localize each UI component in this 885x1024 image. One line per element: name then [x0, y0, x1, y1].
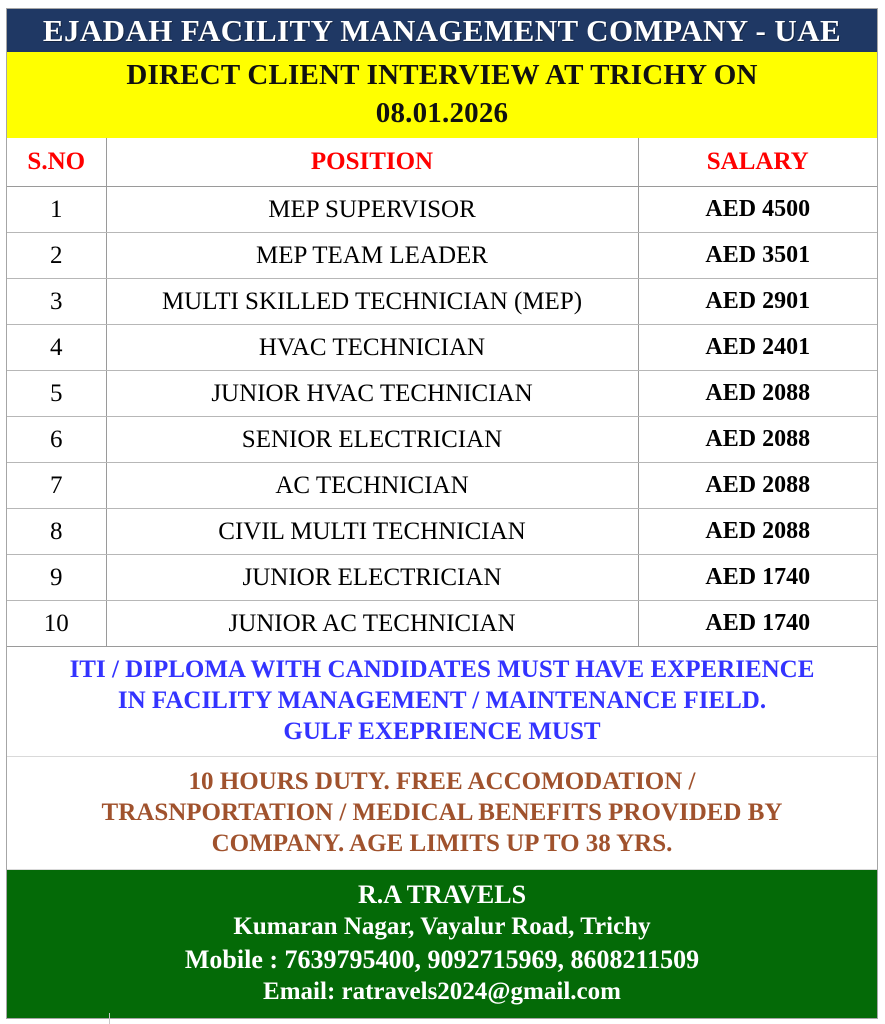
table-row [7, 509, 877, 555]
cell-position: MEP TEAM LEADER [106, 233, 638, 279]
requirements-line-2: IN FACILITY MANAGEMENT / MAINTENANCE FIELD. [117, 687, 767, 714]
cell-serial: 2 [7, 233, 106, 279]
agency-email[interactable]: Email: ratravels2024@gmail.com [263, 978, 621, 1005]
interview-date: 08.01.2026 [375, 97, 509, 129]
cell-salary: AED 1740 [638, 555, 877, 601]
recruitment-poster [6, 8, 878, 1019]
benefits-line-2: TRASNPORTATION / MEDICAL BENEFITS PROVIDED BY [101, 799, 783, 826]
cell-position: JUNIOR HVAC TECHNICIAN [106, 371, 638, 417]
table-row [7, 417, 877, 463]
agency-mobile[interactable]: Mobile : 7639795400, 9092715969, 8608211509 [184, 945, 700, 974]
cell-position: MEP SUPERVISOR [106, 187, 638, 233]
company-banner: EJADAH FACILITY MANAGEMENT COMPANY - UAE [7, 9, 877, 52]
cell-serial: 8 [7, 509, 106, 555]
cell-serial: 4 [7, 325, 106, 371]
cell-serial: 10 [7, 601, 106, 647]
cell-serial: 6 [7, 417, 106, 463]
cell-position: SENIOR ELECTRICIAN [106, 417, 638, 463]
cell-salary: AED 2088 [638, 417, 877, 463]
cell-position: JUNIOR ELECTRICIAN [106, 555, 638, 601]
cell-salary: AED 2088 [638, 371, 877, 417]
cell-salary: AED 2088 [638, 509, 877, 555]
table-row [7, 279, 877, 325]
table-row [7, 371, 877, 417]
table-row [7, 601, 877, 647]
table-row [7, 463, 877, 509]
table-row [7, 233, 877, 279]
cell-position: MULTI SKILLED TECHNICIAN (MEP) [106, 279, 638, 325]
column-header-salary: SALARY [638, 138, 877, 187]
cell-serial: 9 [7, 555, 106, 601]
requirements-note [7, 647, 877, 757]
cell-position: HVAC TECHNICIAN [106, 325, 638, 371]
cell-serial: 1 [7, 187, 106, 233]
benefits-line-3: COMPANY. AGE LIMITS UP TO 38 YRS. [211, 830, 673, 857]
cell-salary: AED 4500 [638, 187, 877, 233]
cell-position: AC TECHNICIAN [106, 463, 638, 509]
column-header-position: POSITION [106, 138, 638, 187]
agency-name: R.A TRAVELS [357, 880, 527, 909]
table-row [7, 325, 877, 371]
table-header-row [7, 138, 877, 187]
cell-serial: 5 [7, 371, 106, 417]
gridline-artifact [109, 1013, 110, 1024]
requirements-line-1: ITI / DIPLOMA WITH CANDIDATES MUST HAVE EXPERIENCE [69, 656, 815, 683]
interview-banner [7, 52, 877, 138]
agency-address: Kumaran Nagar, Vayalur Road, Trichy [233, 913, 651, 940]
job-positions-table [7, 138, 877, 647]
cell-position: CIVIL MULTI TECHNICIAN [106, 509, 638, 555]
benefits-note [7, 757, 877, 870]
cell-serial: 3 [7, 279, 106, 325]
benefits-line-1: 10 HOURS DUTY. FREE ACCOMODATION / [188, 768, 696, 795]
interview-headline: DIRECT CLIENT INTERVIEW AT TRICHY ON [126, 59, 758, 91]
table-row [7, 187, 877, 233]
cell-salary: AED 2401 [638, 325, 877, 371]
cell-serial: 7 [7, 463, 106, 509]
requirements-line-3: GULF EXEPRIENCE MUST [283, 718, 601, 745]
cell-salary: AED 2901 [638, 279, 877, 325]
agency-footer [7, 870, 877, 1018]
cell-salary: AED 3501 [638, 233, 877, 279]
cell-salary: AED 1740 [638, 601, 877, 647]
cell-position: JUNIOR AC TECHNICIAN [106, 601, 638, 647]
table-row [7, 555, 877, 601]
column-header-sno: S.NO [7, 138, 106, 187]
cell-salary: AED 2088 [638, 463, 877, 509]
